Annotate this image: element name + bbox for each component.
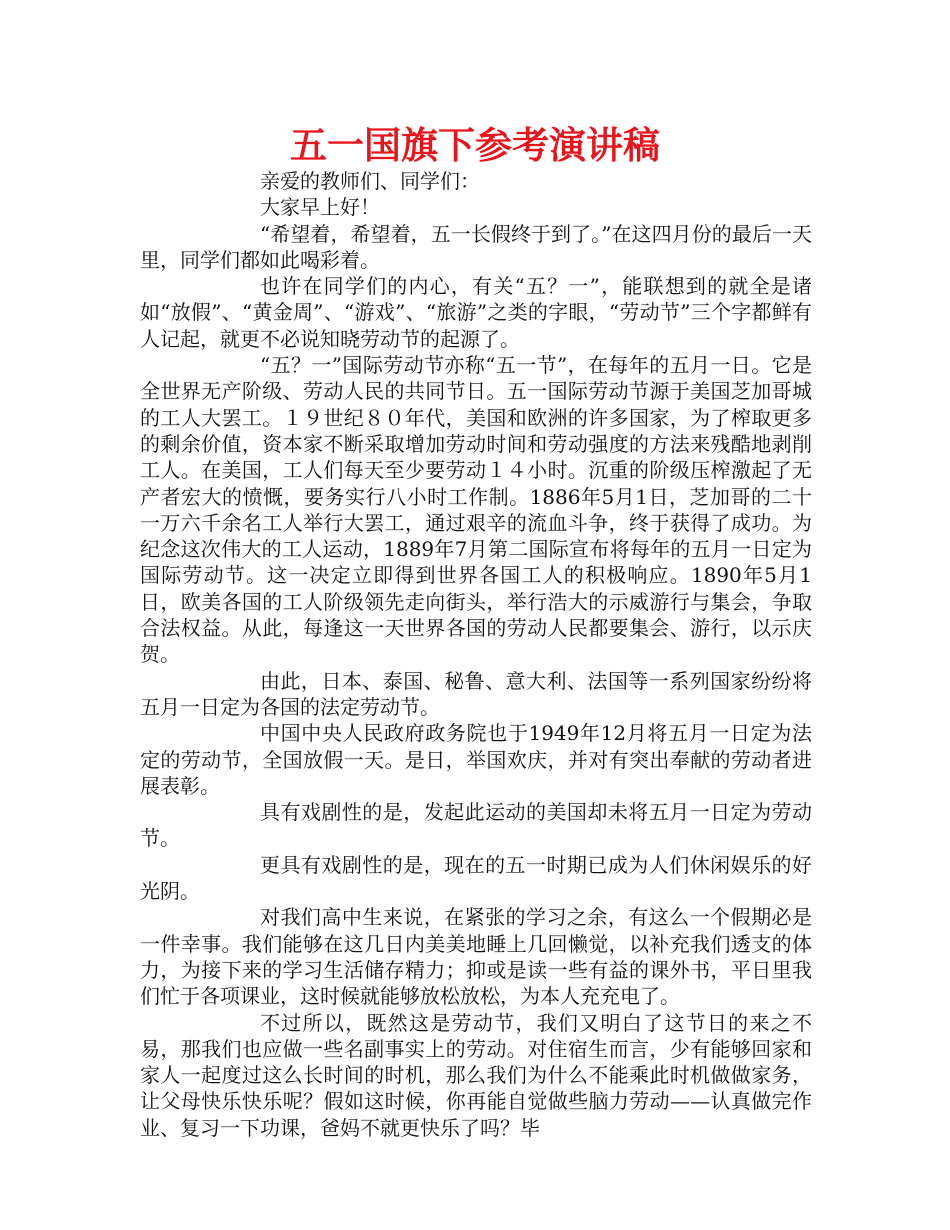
paragraph: 由此，日本、泰国、秘鲁、意大利、法国等一系列国家纷纷将五月一日定为各国的法定劳动节。: [140, 668, 812, 719]
paragraph: 不过所以，既然这是劳动节，我们又明白了这节日的来之不易，那我们也应做一些名副事实上的劳动。对住宿生而言，少有能够回家和家人一起度过这么长时间的时机，那么我们为什么不能乘此时机做做家务，让父母快乐快乐呢？假如这时候，你再能自觉做些脑力劳动——认真做完作业、复习一下功课，爸妈不就更快乐了吗？毕: [140, 1010, 812, 1140]
paragraph: 具有戏剧性的是，发起此运动的美国却未将五月一日定为劳动节。: [140, 800, 812, 851]
paragraph: 中国中央人民政府政务院也于1949年12月将五月一日定为法定的劳动节，全国放假一天。是日，举国欢庆，并对有突出奉献的劳动者进展表彰。: [140, 721, 812, 798]
paragraph-greeting: 大家早上好！: [260, 195, 380, 220]
paragraph: “五？一”国际劳动节亦称“五一节”，在每年的五月一日。它是全世界无产阶级、劳动人民的共同节日。五一国际劳动节源于美国芝加哥城的工人大罢工。１９世纪８０年代，美国和欧洲的许多国家，为了榨取更多的剩余价值，资本家不断采取增加劳动时间和劳动强度的方法来残酷地剥削工人。在美国，工人们每天至少要劳动１４小时。沉重的阶级压榨激起了无产者宏大的愤慨，要务实行八小时工作制。1886年5月1日，芝加哥的二十一万六千余名工人举行大罢工，通过艰辛的流血斗争，终于获得了成功。为纪念这次伟大的工人运动，1889年7月第二国际宣布将每年的五月一日定为国际劳动节。这一决定立即得到世界各国工人的积极响应。1890年5月1日，欧美各国的工人阶级领先走向街头，举行浩大的示威游行与集会，争取合法权益。从此，每逢这一天世界各国的劳动人民都要集会、游行，以示庆贺。: [140, 353, 812, 667]
document-body: [140, 168, 812, 1141]
paragraph: 也许在同学们的内心，有关“五？一”，能联想到的就全是诸如“放假”、“黄金周”、“游戏”、“旅游”之类的字眼，“劳动节”三个字都鲜有人记起，就更不必说知晓劳动节的起源了。: [140, 274, 812, 351]
paragraph: 更具有戏剧性的是，现在的五一时期已成为人们休闲娱乐的好光阴。: [140, 852, 812, 904]
document-title: 五一国旗下参考演讲稿: [290, 124, 660, 167]
paragraph: “希望着，希望着，五一长假终于到了。”在这四月份的最后一天里，同学们都如此喝彩着。: [140, 221, 812, 272]
paragraph: 对我们高中生来说，在紧张的学习之余，有这么一个假期必是一件幸事。我们能够在这几日内美美地睡上几回懒觉，以补充我们透支的体力，为接下来的学习生活储存精力；抑或是读一些有益的课外书，平日里我们忙于各项课业，这时候就能够放松放松，为本人充充电了。: [140, 905, 812, 1009]
paragraph-salutation: 亲爱的教师们、同学们：: [260, 169, 480, 193]
